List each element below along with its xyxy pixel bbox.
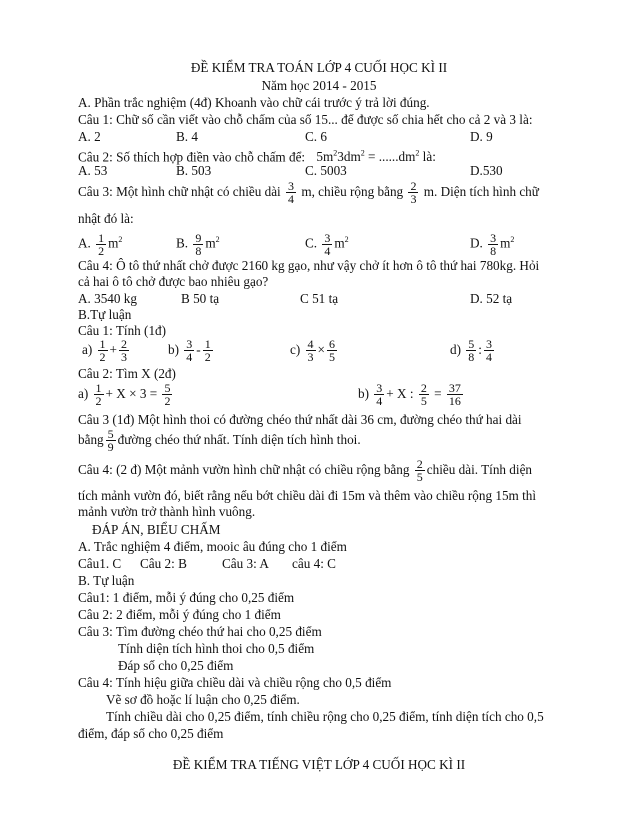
b-q1-c: c) $\frac{4}{3}$ × $\frac{6}{5}$ bbox=[290, 337, 335, 365]
q4-text-cont: cả hai ô tô chở được bao nhiêu gạo? bbox=[78, 274, 269, 289]
answers-heading: ĐÁP ÁN, BIỂU CHẤM bbox=[92, 522, 221, 537]
b-q1-a: a) $\frac{1}{2}$ + $\frac{2}{3}$ bbox=[82, 337, 127, 365]
answer-b2: Câu 2: 2 điểm, mỗi ý đúng cho 1 điểm bbox=[78, 607, 281, 622]
q3-option-a: A. $\frac{1}{2}$ $m^2$ bbox=[78, 230, 123, 258]
b-q2-b: b) $\frac{3}{4}$ + X : $\frac{2}{5}$ = $\frac{37}{16}$ bbox=[358, 381, 461, 409]
next-section-title: ĐỀ KIỂM TRA TIẾNG VIỆT LỚP 4 CUỐI HỌC KÌ II bbox=[172, 757, 466, 772]
q4-option-d: D. 52 tạ bbox=[470, 291, 513, 306]
answer-b4c: điểm, đáp số cho 0,25 điểm bbox=[78, 726, 224, 741]
answer-b4b: Tính chiều dài cho 0,25 điểm, tính chiều rộng cho 0,25 điểm, tính diện tích cho 0,5 bbox=[106, 709, 544, 724]
q3-text-cont: nhật đó là: bbox=[78, 211, 134, 226]
answer-b4: Câu 4: Tính hiệu giữa chiều dài và chiều rộng cho 0,5 điểm bbox=[78, 675, 392, 690]
q2-option-a: A. 53 bbox=[78, 163, 108, 178]
b-q1-b: b) $\frac{3}{4}$ - $\frac{1}{2}$ bbox=[168, 337, 211, 365]
q3-text: Câu 3: Một hình chữ nhật có chiều dài $\frac{3}{4}$ m, chiều rộng bằng $\frac{2}{3}$ m. Diện tích hình chữ bbox=[78, 179, 539, 207]
part-b-heading: B.Tự luận bbox=[78, 307, 132, 322]
answer-a-c1: Câu1. C bbox=[78, 556, 122, 571]
q2-expression: $5m^23dm^2 = ......dm^2$ là: bbox=[316, 149, 436, 165]
answers-a-heading: A. Trắc nghiệm 4 điểm, mooic âu đúng cho 1 điểm bbox=[78, 539, 347, 554]
answer-b1: Câu1: 1 điểm, mỗi ý đúng cho 0,25 điểm bbox=[78, 590, 295, 605]
q3-fraction-length: $\frac{3}{4}$ bbox=[288, 179, 295, 207]
b-q4-text-line3: mảnh vườn trở thành hình vuông. bbox=[78, 504, 256, 519]
b-q3-text: Câu 3 (1đ) Một hình thoi có đường chéo thứ nhất dài 36 cm, đường chéo thứ hai dài bbox=[78, 412, 522, 427]
q2-option-d: D.530 bbox=[470, 163, 503, 178]
q2-text bbox=[78, 146, 436, 165]
answer-b3b: Đáp số cho 0,25 điểm bbox=[118, 658, 234, 673]
answer-b3: Câu 3: Tìm đường chéo thứ hai cho 0,25 điểm bbox=[78, 624, 322, 639]
q1-option-a: A. 2 bbox=[78, 129, 101, 144]
b-q4-text-line2: tích mảnh vườn đó, biết rằng nếu bớt chiều dài đi 15m và thêm vào chiều rộng 15m thì bbox=[78, 488, 537, 503]
q2-prompt: Câu 2: Số thích hợp điền vào chỗ chấm để: bbox=[78, 149, 306, 165]
q4-option-a: A. 3540 kg bbox=[78, 291, 137, 306]
page-title: ĐỀ KIỂM TRA TOÁN LỚP 4 CUỐI HỌC KÌ II bbox=[190, 60, 448, 75]
b-q3-text-cont: bằng $\frac{5}{9}$ đường chéo thứ nhất. Tính diện tích hình thoi. bbox=[78, 427, 361, 455]
q3-fraction-width: $\frac{2}{3}$ bbox=[410, 179, 417, 207]
b-q1-text: Câu 1: Tính (1đ) bbox=[78, 323, 167, 338]
q3-option-b: B. $\frac{9}{8}$ $m^2$ bbox=[176, 230, 220, 258]
b-q2-text: Câu 2: Tìm X (2đ) bbox=[78, 366, 176, 381]
q4-option-c: C 51 tạ bbox=[300, 291, 339, 306]
q1-option-b: B. 4 bbox=[176, 129, 198, 144]
q1-text: Câu 1: Chữ số cần viết vào chỗ chấm của số 15... để được số chia hết cho cả 2 và 3 là: bbox=[78, 112, 533, 127]
answers-b-heading: B. Tự luận bbox=[78, 573, 135, 588]
answer-b4a: Vẽ sơ đồ hoặc lí luận cho 0,25 điểm. bbox=[106, 692, 300, 707]
part-a-heading: A. Phần trắc nghiệm (4đ) Khoanh vào chữ cái trước ý trả lời đúng. bbox=[78, 95, 430, 110]
q4-text: Câu 4: Ô tô thứ nhất chở được 2160 kg gạo, như vậy chở ít hơn ô tô thứ hai 780kg. Hỏi bbox=[78, 258, 540, 273]
q3-option-c: C. $\frac{3}{4}$ $m^2$ bbox=[305, 230, 349, 258]
q3-option-d: D. $\frac{3}{8}$ $m^2$ bbox=[470, 230, 515, 258]
answer-a-c2: Câu 2: B bbox=[140, 556, 187, 571]
q2-option-c: C. 5003 bbox=[305, 163, 347, 178]
answer-a-c4: câu 4: C bbox=[292, 556, 336, 571]
q1-option-d: D. 9 bbox=[470, 129, 493, 144]
b-q4-text: Câu 4: (2 đ) Một mảnh vườn hình chữ nhật có chiều rộng bằng $\frac{2}{5}$ chiều dài. Tính diện bbox=[78, 457, 533, 485]
b-q2-a: a) $\frac{1}{2}$ + X × 3 = $\frac{5}{2}$ bbox=[78, 381, 171, 409]
q4-option-b: B 50 tạ bbox=[181, 291, 220, 306]
answer-b3a: Tính diện tích hình thoi cho 0,5 điểm bbox=[118, 641, 315, 656]
q2-option-b: B. 503 bbox=[176, 163, 212, 178]
q1-option-c: C. 6 bbox=[305, 129, 327, 144]
answer-a-c3: Câu 3: A bbox=[222, 556, 269, 571]
school-year: Năm học 2014 - 2015 bbox=[261, 78, 377, 93]
b-q1-d: d) $\frac{5}{8}$ : $\frac{3}{4}$ bbox=[450, 337, 492, 365]
